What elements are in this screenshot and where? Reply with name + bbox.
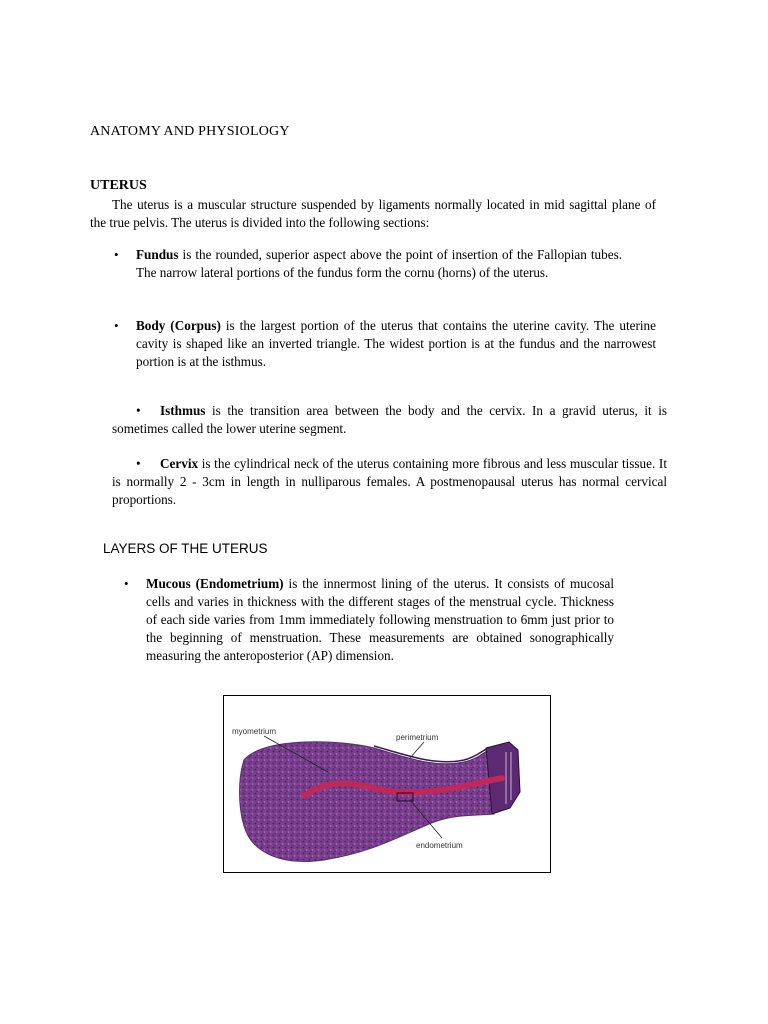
term-isthmus: Isthmus (160, 403, 206, 418)
uterus-intro: The uterus is a muscular structure suspended by ligaments normally located in mid sagittal plane of the true pelvis. The uterus is divided into the following sections: (90, 197, 656, 230)
label-perimetrium: perimetrium (396, 733, 439, 742)
bullet-mucous: • (124, 576, 129, 591)
term-body: Body (Corpus) (136, 318, 221, 333)
section-body (136, 317, 656, 371)
perimetrium-leader (410, 742, 424, 758)
layers-heading: LAYERS OF THE UTERUS (103, 541, 268, 556)
layer-mucous (146, 575, 614, 665)
label-myometrium: myometrium (232, 727, 277, 736)
term-mucous: Mucous (Endometrium) (146, 576, 284, 591)
uterus-heading: UTERUS (90, 178, 147, 193)
text-fundus: is the rounded, superior aspect above the point of insertion of the Fallopian tubes. The narrow lateral portions of the fundus form the cornu (horns) of the uterus. (136, 247, 622, 280)
label-endometrium: endometrium (416, 841, 463, 850)
text-mucous: is the innermost lining of the uterus. It consists of mucosal cells and varies in thickness with the different stages of the menstrual cycle. Thickness of each side varies from 1mm immediately following menstruation to 6mm just prior to the beginning of menstruation. These measurements are obtained sonographically measuring the anteroposterior (AP) dimension. (146, 576, 614, 663)
term-fundus: Fundus (136, 247, 179, 262)
term-cervix: Cervix (160, 456, 199, 471)
bullet-body: • (114, 318, 119, 333)
uterus-layers-figure (223, 695, 551, 873)
bullet-fundus: • (114, 247, 119, 262)
text-isthmus: is the transition area between the body and the cervix. In a gravid uterus, it is sometimes called the lower uterine segment. (112, 403, 667, 436)
uterus-illustration (224, 696, 550, 872)
text-body: is the largest portion of the uterus that contains the uterine cavity. The uterine cavity is shaped like an inverted triangle. The widest portion is at the fundus and the narrowest portion is at the isthmus. (136, 318, 656, 369)
text-cervix: is the cylindrical neck of the uterus containing more fibrous and less muscular tissue. It is normally 2 - 3cm in length in nulliparous females. A postmenopausal uterus has normal cervical proportions. (112, 456, 667, 507)
page-title: ANATOMY AND PHYSIOLOGY (90, 124, 290, 139)
section-isthmus (112, 402, 667, 438)
bullet-cervix: • (136, 456, 141, 471)
bullet-isthmus: • (136, 403, 141, 418)
section-fundus (136, 246, 622, 282)
section-cervix (112, 455, 667, 509)
